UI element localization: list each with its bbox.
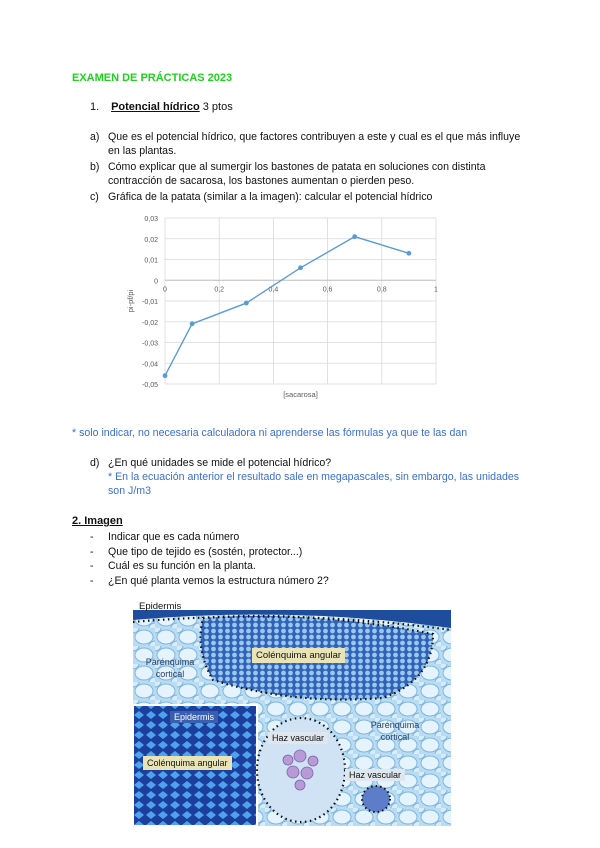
y-axis-label: pi-pf/pi [126,289,135,313]
x-tick-label: 1 [434,286,438,294]
x-tick-label: 0 [163,286,167,294]
y-tick-label: 0,03 [144,216,158,223]
y-tick-label: -0,04 [142,361,158,369]
x-tick-label: 0,2 [214,286,225,294]
x-tick-label: 0,6 [322,286,333,294]
label-colenquima-inset: Colénquima angular [143,756,232,770]
data-point [352,234,357,239]
calculator-note: * solo indicar, no necesaria calculadora ni aprenderse las fórmulas ya que te las dan [72,427,468,439]
bullet-text: Indicar que es cada número [108,531,240,543]
units-note: * En la ecuación anterior el resultado sale en megapascales, sin embargo, las unidades son J/m3 [108,471,520,497]
bullet-item [90,530,530,544]
series-line [165,237,409,376]
item-a-text: Que es el potencial hídrico, que factores contribuyen a este y cual es el que más influye en las plantas. [108,131,521,157]
item-c-text: Gráfica de la patata (similar a la imagen): calcular el potencial hídrico [108,191,433,203]
y-tick-label: 0,02 [144,236,158,244]
item-a [90,130,530,158]
question-1-heading [90,101,233,113]
item-d [90,456,530,470]
x-tick-label: 0,4 [268,286,279,294]
item-c [90,190,530,204]
bullet-item [90,559,530,573]
y-tick-label: 0 [154,278,158,286]
x-axis-label: [sacarosa] [283,390,318,399]
chart-svg [113,209,448,407]
item-b-text: Cómo explicar que al sumergir los bastones de patata en soluciones con distinta contracción de sacarosa, los bastones aumentan o pierden peso. [108,161,486,187]
data-point [190,321,195,326]
question-1-title: Potencial hídrico [111,101,200,113]
bullet-text: Que tipo de tejido es (sostén, protector...) [108,546,303,558]
bullet-dash: - [90,560,94,572]
item-d-label: d) [90,457,100,469]
y-tick-label: -0,05 [142,382,158,389]
bullet-dash: - [90,531,94,543]
question-1-points: 3 ptos [199,101,233,113]
label-haz-vascular-2: Haz vascular [345,769,405,781]
label-epidermis: Epidermis [139,601,182,612]
bullet-item [90,545,530,559]
label-haz-vascular-1: Haz vascular [268,732,328,744]
data-point [407,251,412,256]
exam-title: EXAMEN DE PRÁCTICAS 2023 [72,72,233,84]
data-point [244,301,249,306]
y-tick-label: -0,01 [142,299,158,306]
y-tick-label: 0,01 [144,257,158,265]
bullet-text: ¿En qué planta vemos la estructura número 2? [108,575,329,587]
label-epidermis-inset: Epidermis [170,711,218,723]
section-2-title: 2. Imagen [72,515,123,527]
y-tick-label: -0,02 [142,319,158,327]
item-a-label: a) [90,131,100,143]
potato-chart [113,209,448,407]
item-b-label: b) [90,161,100,173]
data-point [298,265,303,270]
bullet-dash: - [90,575,94,587]
item-b [90,160,530,188]
item-c-label: c) [90,191,99,203]
item-d-text: ¿En qué unidades se mide el potencial hídrico? [108,457,332,469]
label-parenquima-cortical-left: Parénquima cortical [145,657,195,679]
data-point [163,373,168,378]
bullet-dash: - [90,546,94,558]
label-parenquima-cortical-right: Parénquima cortical [370,720,420,742]
bullet-item [90,574,530,588]
bullet-text: Cuál es su función en la planta. [108,560,256,572]
y-tick-label: -0,03 [142,340,158,348]
label-colenquima-angular: Colénquima angular [252,648,345,663]
question-1-number: 1. [90,101,100,113]
x-tick-label: 0,8 [376,286,387,294]
